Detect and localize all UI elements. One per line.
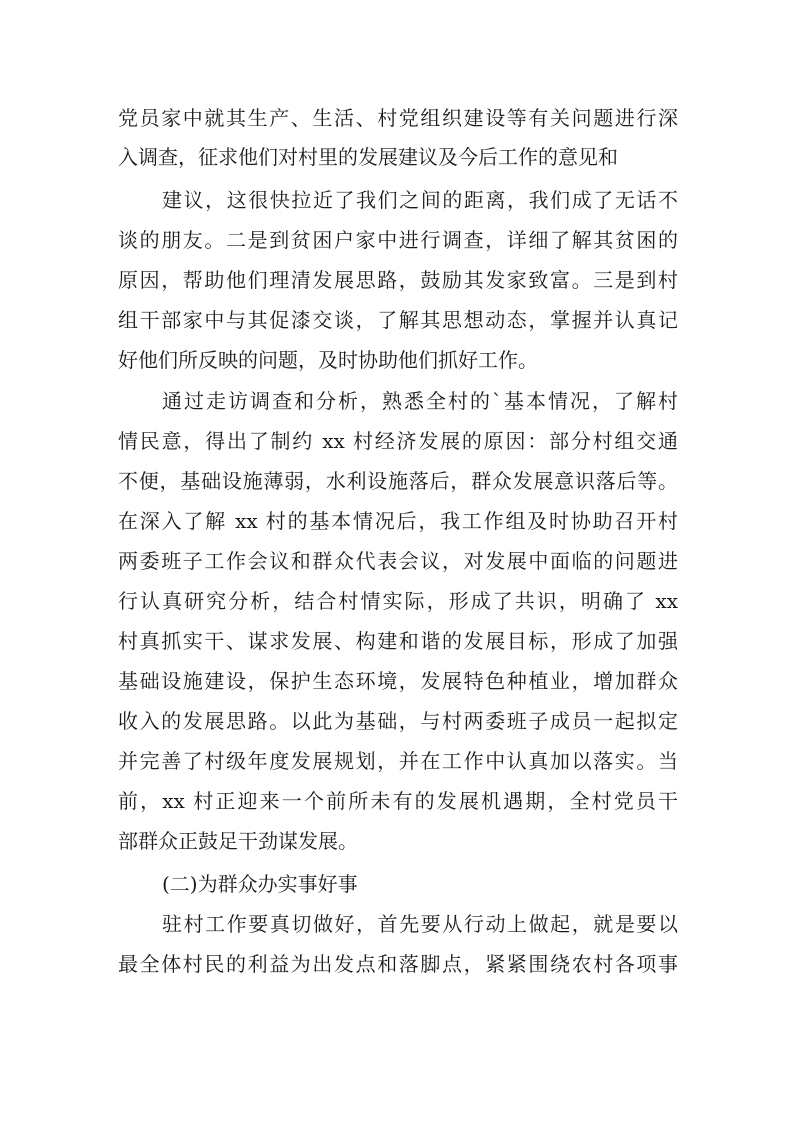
paragraph-line-13: 行认真研究分析，结合村情实际，形成了共识，明确了 xx bbox=[118, 589, 678, 613]
paragraph-line-12: 两委班子工作会议和群众代表会议，对发展中面临的问题进 bbox=[118, 549, 678, 573]
paragraph-line-8: 通过走访调查和分析，熟悉全村的`基本情况，了解村 bbox=[162, 389, 678, 413]
paragraph-line-1: 党员家中就其生产、生活、村党组织建设等有关问题进行深 bbox=[118, 106, 678, 130]
paragraph-line-6: 组干部家中与其促漆交谈，了解其思想动态，掌握并认真记 bbox=[118, 308, 678, 332]
paragraph-line-10: 不便，基础设施薄弱，水利设施落后，群众发展意识落后等。 bbox=[118, 469, 678, 493]
paragraph-line-19: 部群众正鼓足干劲谋发展。 bbox=[118, 829, 358, 853]
paragraph-line-17: 并完善了村级年度发展规划，并在工作中认真加以落实。当 bbox=[118, 749, 678, 773]
paragraph-line-18: 前，xx 村正迎来一个前所未有的发展机遇期，全村党员干 bbox=[118, 789, 678, 813]
paragraph-line-11: 在深入了解 xx 村的基本情况后，我工作组及时协助召开村 bbox=[118, 509, 678, 533]
paragraph-line-22: 最全体村民的利益为出发点和落脚点，紧紧围绕农村各项事 bbox=[118, 952, 678, 976]
paragraph-line-21: 驻村工作要真切做好，首先要从行动上做起，就是要以 bbox=[162, 912, 678, 936]
paragraph-line-5: 原因，帮助他们理清发展思路，鼓励其发家致富。三是到村 bbox=[118, 268, 678, 292]
paragraph-line-16: 收入的发展思路。以此为基础，与村两委班子成员一起拟定 bbox=[118, 709, 678, 733]
paragraph-line-4: 谈的朋友。二是到贫困户家中进行调查，详细了解其贫困的 bbox=[118, 228, 678, 252]
paragraph-line-9: 情民意，得出了制约 xx 村经济发展的原因：部分村组交通 bbox=[118, 429, 678, 453]
paragraph-line-14: 村真抓实干、谋求发展、构建和谐的发展目标，形成了加强 bbox=[118, 629, 678, 653]
section-heading: (二)为群众办实事好事 bbox=[162, 872, 358, 896]
paragraph-line-2: 入调查，征求他们对村里的发展建议及今后工作的意见和 bbox=[118, 145, 618, 169]
paragraph-line-3: 建议，这很快拉近了我们之间的距离，我们成了无话不 bbox=[162, 188, 678, 212]
paragraph-line-7: 好他们所反映的问题，及时协助他们抓好工作。 bbox=[118, 348, 538, 372]
paragraph-line-15: 基础设施建设，保护生态环境，发展特色种植业，增加群众 bbox=[118, 669, 678, 693]
